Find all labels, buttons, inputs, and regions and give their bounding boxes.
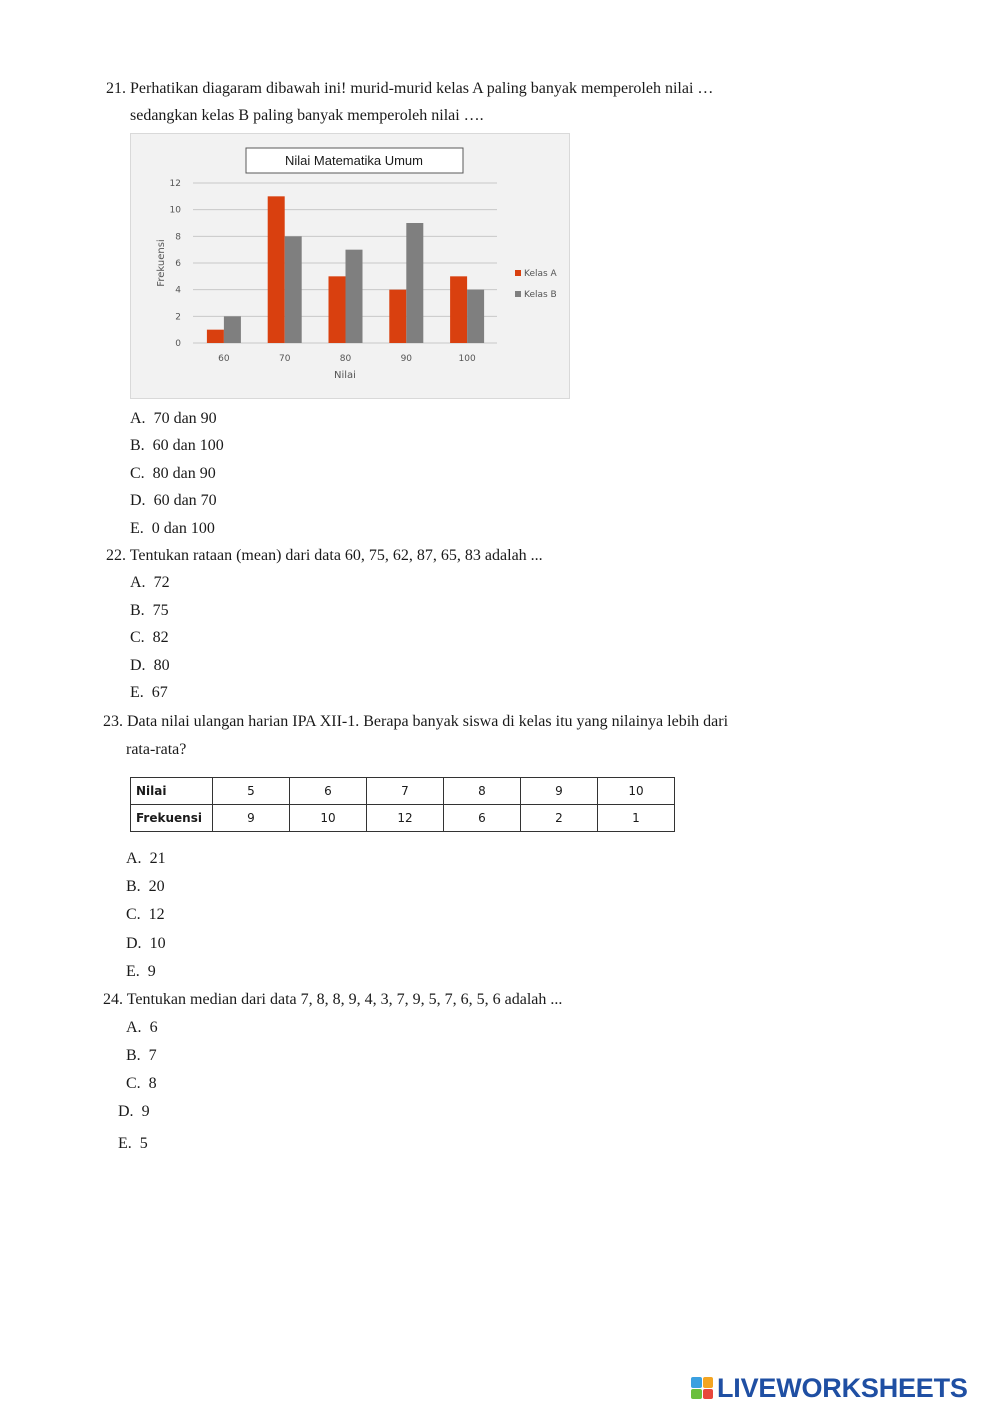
- option-text: 67: [151, 684, 168, 701]
- bar-kelas-b: [467, 290, 484, 343]
- option-text: 75: [152, 602, 169, 619]
- data-table: [130, 777, 675, 832]
- bar-kelas-a: [450, 276, 467, 343]
- option-text: 80: [153, 657, 170, 674]
- x-tick-label: 100: [458, 354, 476, 364]
- logo-tile: [703, 1389, 714, 1400]
- table-cell: 7: [367, 778, 444, 805]
- option-text: 82: [152, 629, 169, 646]
- q23-option-c[interactable]: [126, 906, 165, 924]
- q21-option-b[interactable]: [130, 437, 224, 455]
- y-tick-label: 6: [175, 259, 181, 269]
- q24-option-e[interactable]: [118, 1135, 148, 1153]
- q21-option-a[interactable]: [130, 410, 217, 428]
- bar-chart: [130, 133, 570, 399]
- q23-text-line1: 23. Data nilai ulangan harian IPA XII-1. Berapa banyak siswa di kelas itu yang nilainya lebih dari: [103, 713, 729, 730]
- q21-option-c[interactable]: [130, 465, 216, 483]
- y-axis-label: Frekuensi: [156, 239, 167, 287]
- q23-option-b[interactable]: [126, 878, 165, 896]
- option-text: 8: [148, 1075, 157, 1092]
- option-text: 70 dan 90: [153, 410, 217, 427]
- option-text: 60 dan 100: [152, 437, 224, 454]
- q21-option-e[interactable]: [130, 520, 215, 538]
- chart-title: Nilai Matematika Umum: [285, 153, 423, 168]
- bar-kelas-a: [207, 330, 224, 343]
- q22-option-e[interactable]: [130, 684, 168, 702]
- table-cell: 9: [213, 805, 290, 832]
- q23-option-d[interactable]: [126, 935, 166, 953]
- q21-text-line1: 21. Perhatikan diagaram dibawah ini! murid-murid kelas A paling banyak memperoleh nilai …: [106, 80, 714, 97]
- q24-option-b[interactable]: [126, 1047, 157, 1065]
- option-letter: C.: [130, 629, 145, 646]
- option-text: 72: [153, 574, 170, 591]
- y-tick-label: 8: [175, 232, 181, 243]
- option-letter: C.: [126, 1075, 141, 1092]
- chart-canvas: [131, 134, 571, 400]
- q22-option-c[interactable]: [130, 629, 169, 647]
- bar-kelas-b: [346, 250, 363, 343]
- option-text: 12: [148, 906, 165, 923]
- option-letter: D.: [130, 657, 146, 674]
- option-letter: C.: [126, 906, 141, 923]
- x-tick-label: 70: [278, 354, 291, 364]
- q24-option-d[interactable]: [118, 1103, 150, 1121]
- option-letter: C.: [130, 465, 145, 482]
- option-letter: B.: [130, 437, 145, 454]
- option-text: 21: [149, 850, 166, 867]
- y-tick-label: 2: [175, 312, 181, 323]
- q22-option-d[interactable]: [130, 657, 170, 675]
- option-letter: D.: [126, 935, 142, 952]
- option-text: 5: [139, 1135, 148, 1152]
- option-text: 60 dan 70: [153, 492, 217, 509]
- option-letter: D.: [118, 1103, 134, 1120]
- bar-kelas-a: [389, 290, 406, 343]
- liveworksheets-logo[interactable]: [691, 1373, 968, 1403]
- option-text: 10: [149, 935, 166, 952]
- logo-tile: [703, 1377, 714, 1388]
- option-text: 9: [141, 1103, 150, 1120]
- legend-label: Kelas B: [524, 290, 557, 300]
- option-letter: A.: [126, 850, 142, 867]
- option-text: 7: [148, 1047, 157, 1064]
- option-letter: B.: [126, 878, 141, 895]
- table-cell: 5: [213, 778, 290, 805]
- logo-tile: [691, 1377, 702, 1388]
- option-letter: A.: [130, 410, 146, 427]
- x-tick-label: 60: [218, 354, 230, 364]
- option-letter: D.: [130, 492, 146, 509]
- option-text: 20: [148, 878, 165, 895]
- q23-option-a[interactable]: [126, 850, 166, 868]
- bar-kelas-b: [285, 236, 302, 343]
- x-tick-label: 80: [339, 354, 352, 364]
- q23-option-e[interactable]: [126, 963, 156, 981]
- bar-kelas-b: [406, 223, 423, 343]
- table-header-frekuensi: Frekuensi: [131, 805, 213, 832]
- legend-swatch: [515, 270, 521, 276]
- table-row: [131, 778, 675, 805]
- option-letter: E.: [130, 684, 144, 701]
- table-cell: 2: [521, 805, 598, 832]
- q24-option-a[interactable]: [126, 1019, 158, 1037]
- q23-text-line2: rata-rata?: [126, 741, 187, 758]
- q24-text: 24. Tentukan median dari data 7, 8, 8, 9, 4, 3, 7, 9, 5, 7, 6, 5, 6 adalah ...: [103, 991, 563, 1008]
- table-row: [131, 805, 675, 832]
- q22-option-b[interactable]: [130, 602, 169, 620]
- logo-text: LIVEWORKSHEETS: [717, 1372, 968, 1403]
- q24-option-c[interactable]: [126, 1075, 157, 1093]
- bar-kelas-a: [268, 196, 285, 343]
- bar-kelas-b: [224, 316, 241, 343]
- table-cell: 8: [444, 778, 521, 805]
- option-letter: A.: [130, 574, 146, 591]
- table-header-nilai: Nilai: [131, 778, 213, 805]
- table-cell: 10: [598, 778, 675, 805]
- x-tick-label: 90: [400, 354, 413, 364]
- option-letter: E.: [130, 520, 144, 537]
- table-cell: 10: [290, 805, 367, 832]
- bar-kelas-a: [329, 276, 346, 343]
- option-text: 0 dan 100: [151, 520, 215, 537]
- legend-swatch: [515, 291, 521, 297]
- q22-option-a[interactable]: [130, 574, 170, 592]
- legend-label: Kelas A: [524, 269, 557, 279]
- y-tick-label: 4: [175, 285, 181, 296]
- logo-tile: [691, 1389, 702, 1400]
- table-cell: 6: [290, 778, 367, 805]
- table-cell: 12: [367, 805, 444, 832]
- option-text: 80 dan 90: [152, 465, 216, 482]
- option-letter: B.: [126, 1047, 141, 1064]
- logo-icon: [691, 1377, 713, 1399]
- q21-text-line2: sedangkan kelas B paling banyak memperoleh nilai ….: [130, 107, 484, 124]
- table-cell: 1: [598, 805, 675, 832]
- option-letter: B.: [130, 602, 145, 619]
- x-axis-label: Nilai: [334, 370, 356, 381]
- option-text: 6: [149, 1019, 158, 1036]
- q22-text: 22. Tentukan rataan (mean) dari data 60, 75, 62, 87, 65, 83 adalah ...: [106, 547, 543, 564]
- option-letter: E.: [118, 1135, 132, 1152]
- table-cell: 6: [444, 805, 521, 832]
- option-letter: E.: [126, 963, 140, 980]
- y-tick-label: 12: [169, 179, 181, 189]
- option-letter: A.: [126, 1019, 142, 1036]
- y-tick-label: 10: [169, 205, 181, 216]
- option-text: 9: [147, 963, 156, 980]
- y-tick-label: 0: [175, 339, 181, 349]
- table-cell: 9: [521, 778, 598, 805]
- q21-option-d[interactable]: [130, 492, 217, 510]
